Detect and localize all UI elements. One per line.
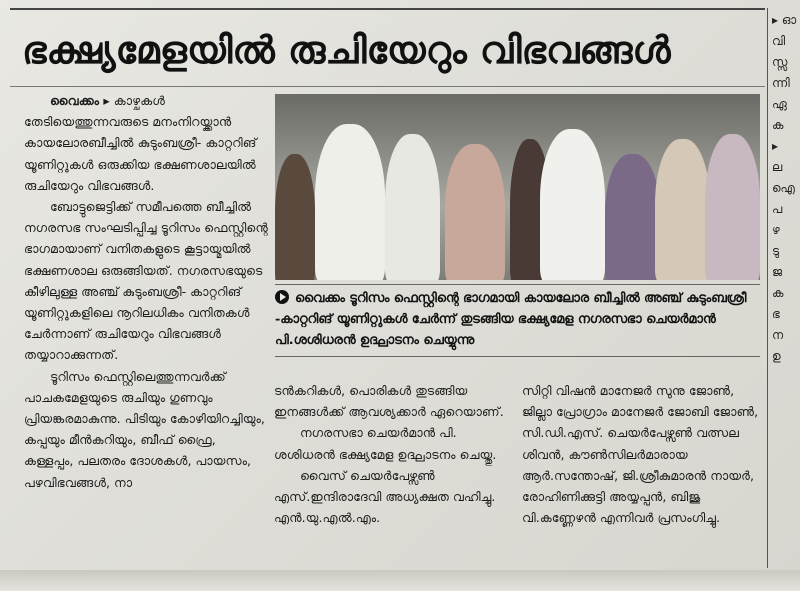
strip-line: ഐ bbox=[772, 181, 795, 195]
play-triangle-icon bbox=[275, 290, 289, 304]
strip-line: ഭ bbox=[772, 307, 780, 321]
article-column-2 bbox=[274, 380, 514, 528]
headline: ഭക്ഷ്യമേളയിൽ രുചിയേറും വിഭവങ്ങൾ bbox=[22, 28, 671, 72]
paragraph: ടൻകറികൾ, പൊരികൾ തുടങ്ങിയ ഇനങ്ങൾക്ക് ആവശ്യക്കാർ ഏറെയാണ്. bbox=[274, 383, 504, 420]
paragraph: വൈസ് ചെയർപേഴ്സൺ എസ്.ഇന്ദിരാദേവി അധ്യക്ഷത വഹിച്ചു. എൻ.യു.എൽ.എം. bbox=[274, 467, 496, 526]
page-fold bbox=[0, 570, 800, 591]
caption-rule bbox=[275, 284, 760, 285]
strip-line: ന bbox=[772, 328, 784, 342]
top-rule bbox=[10, 8, 765, 10]
strip-line: ന്നി bbox=[772, 76, 790, 90]
strip-line: സ്സ bbox=[772, 55, 788, 69]
photo-caption bbox=[275, 288, 760, 351]
strip-line: ക bbox=[772, 118, 784, 132]
strip-line: ഏ bbox=[772, 97, 787, 111]
adjacent-article-strip bbox=[772, 10, 800, 570]
strip-line: ടു bbox=[772, 244, 780, 258]
dateline: വൈക്കം ▸ bbox=[50, 93, 110, 108]
paragraph: ബോട്ടുജെട്ടിക്ക് സമീപത്തെ ബീച്ചിൽ നഗരസഭ സംഘടിപ്പിച്ച ടൂറിസം ഫെസ്റ്റിന്റെ ഭാഗമായാണ് വനിതകളുടെ കൂട്ടായ്മയിൽ ഭക്ഷണശാല ഒരുങ്ങിയത്. നഗരസഭയുടെ കീഴിലുള്ള അഞ്ച് കുടുംബശ്രീ- കാറ്ററിങ് യൂണിറ്റുകളിലെ നൂറിലധികം വനിതകൾ ചേർന്നാണ് രുചിയേറും വിഭവങ്ങൾ തയ്യാറാക്കുന്നത്. bbox=[24, 199, 268, 363]
paragraph: ടൂറിസം ഫെസ്റ്റിലെത്തുന്നവർക്ക് പാചകമേളയുടെ രുചിയും ഗുണവും പ്രിയങ്കരമാകുന്നു. പിടിയും കോഴിയിറച്ചിയും, കപ്പയും മീൻകറിയും, ബീഫ് ഫ്രൈ, കള്ളപ്പം, പലതരം ദോശകൾ, പായസം, പഴവിഭവങ്ങൾ, നാ bbox=[24, 368, 265, 490]
paragraph: നഗരസഭാ ചെയർമാൻ പി. ശശിധരൻ ഭക്ഷ്യമേള ഉദ്ഘാടനം ചെയ്തു. bbox=[274, 425, 497, 462]
strip-line: ജ bbox=[772, 265, 783, 279]
strip-line: ▸ ഓ bbox=[772, 13, 797, 27]
caption-text: വൈക്കം ടൂറിസം ഫെസ്റ്റിന്റെ ഭാഗമായി കായലോര ബീച്ചിൽ അഞ്ച് കുടുംബശ്രീ -കാറ്ററിങ് യൂണിറ്റുകൾ ചേർന്ന് തുടങ്ങിയ ഭക്ഷ്യമേള നഗരസഭാ ചെയർമാൻ പി.ശശിധരൻ ഉദ്ഘാടനം ചെയ്യുന്നു bbox=[275, 291, 747, 348]
caption-bottom-rule bbox=[275, 356, 760, 357]
article-column-1 bbox=[24, 90, 268, 493]
paragraph: സിറ്റി വിഷൻ മാനേജർ സുനു ജോൺ, ജില്ലാ പ്രോഗ്രാം മാനേജർ ജോബി ജോൺ, സി.ഡി.എസ്. ചെയർപേഴ്സൺ വത്സല ശിവൻ, കൗൺസിലർമാരായ ആർ.സന്തോഷ്, ജി.ശ്രീകുമാരൻ നായർ, രോഹിണിക്കുട്ടി അയ്യപ്പൻ, ബിജു വി.കണ്ണേഴൻ എന്നിവർ പ്രസംഗിച്ചു. bbox=[522, 383, 759, 526]
article-column-3 bbox=[522, 380, 762, 528]
strip-line: ക bbox=[772, 286, 784, 300]
column-divider bbox=[767, 8, 768, 568]
strip-line: വി bbox=[772, 34, 786, 48]
strip-line: ഴ bbox=[772, 223, 780, 237]
strip-line: ല bbox=[772, 160, 783, 174]
paragraph-text: കാഴ്ചകൾ തേടിയെത്തുന്നവരുടെ മനംനിറയ്ക്കാൻ കായലോരബീച്ചിൽ കുടുംബശ്രീ- കാറ്ററിങ് യൂണിറ്റുകൾ ഒരുക്കിയ ഭക്ഷണശാലയിൽ രുചിയേറും വിഭവങ്ങൾ. bbox=[24, 93, 257, 193]
strip-line: ഉ bbox=[772, 349, 781, 363]
headline-rule bbox=[10, 86, 765, 87]
strip-line: ▸ bbox=[772, 139, 779, 153]
lead-paragraph bbox=[24, 90, 268, 196]
strip-line: പ bbox=[772, 202, 783, 216]
news-photo bbox=[275, 94, 760, 280]
